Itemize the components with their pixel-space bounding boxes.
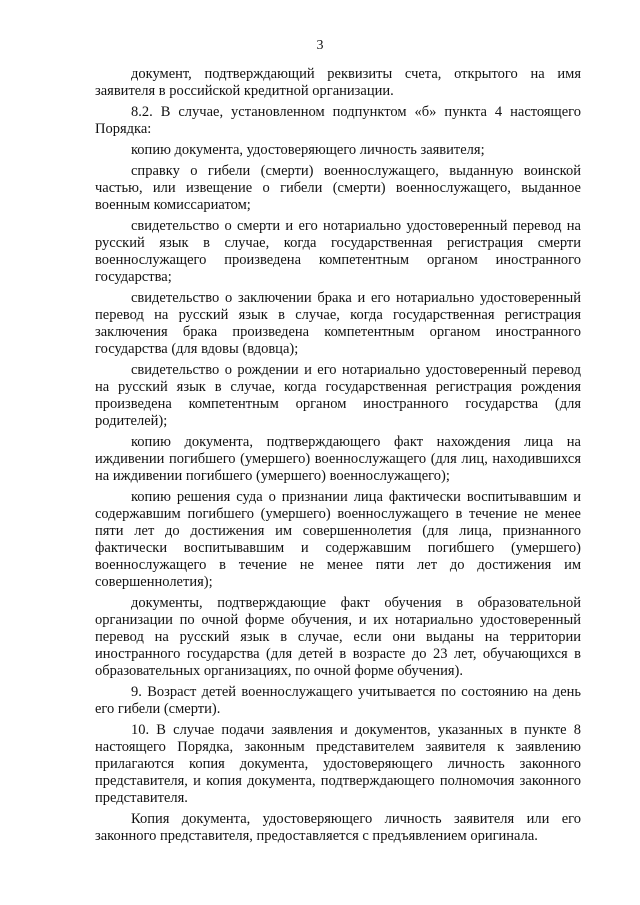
paragraph-account-document: документ, подтверждающий реквизиты счета, открытого на имя заявителя в российской кредитной организации.	[95, 66, 581, 99]
paragraph-court-decision: копию решения суда о признании лица фактически воспитывавшим и содержавшим погибшего (умершего) военнослужащего в течение не менее пяти лет до достижения им совершеннолетия (для лица, признанного фактически воспитывавшим и содержавшим погибшего (умершего) военнослужащего в течение не менее пяти лет до достижения им совершеннолетия);	[95, 489, 581, 590]
paragraph-birth-certificate: свидетельство о рождении и его нотариально удостоверенный перевод на русский язык в случае, когда государственная регистрация рождения произведена компетентным органом иностранного государства (для родителей);	[95, 362, 581, 429]
paragraph-dependency-proof: копию документа, подтверждающего факт нахождения лица на иждивении погибшего (умершего) военнослужащего (для лиц, находившихся на иждивении погибшего (умершего) военнослужащего);	[95, 434, 581, 484]
page-number: 3	[316, 38, 324, 53]
document-body	[95, 66, 581, 849]
paragraph-8-2-heading: 8.2. В случае, установленном подпунктом «б» пункта 4 настоящего Порядка:	[95, 104, 581, 137]
paragraph-death-certificate-military: справку о гибели (смерти) военнослужащего, выданную воинской частью, или извещение о гибели (смерти) военнослужащего, выданное военным комиссариатом;	[95, 163, 581, 213]
paragraph-education-proof: документы, подтверждающие факт обучения в образовательной организации по очной форме обучения, и их нотариально удостоверенный перевод на русский язык в случае, если они выданы на территории иностранного государства (для детей в возрасте до 23 лет, обучающихся в образовательных организациях, по очной форме обучения).	[95, 595, 581, 679]
paragraph-9-age: 9. Возраст детей военнослужащего учитывается по состоянию на день его гибели (смерти).	[95, 684, 581, 717]
paragraph-death-certificate-translation: свидетельство о смерти и его нотариально удостоверенный перевод на русский язык в случае, когда государственная регистрация смерти военнослужащего произведена компетентным органом иностранного государства;	[95, 218, 581, 285]
paragraph-10-representative: 10. В случае подачи заявления и документов, указанных в пункте 8 настоящего Порядка, законным представителем заявителя к заявлению прилагаются копия документа, удостоверяющего личность законного представителя, и копия документа, подтверждающего полномочия законного представителя.	[95, 722, 581, 806]
paragraph-identity-copy: копию документа, удостоверяющего личность заявителя;	[131, 142, 485, 158]
paragraph-original-presentation: Копия документа, удостоверяющего личность заявителя или его законного представителя, предоставляется с предъявлением оригинала.	[95, 811, 581, 844]
paragraph-marriage-certificate: свидетельство о заключении брака и его нотариально удостоверенный перевод на русский язык в случае, когда государственная регистрация заключения брака произведена компетентным органом иностранного государства (для вдовы (вдовца);	[95, 290, 581, 357]
